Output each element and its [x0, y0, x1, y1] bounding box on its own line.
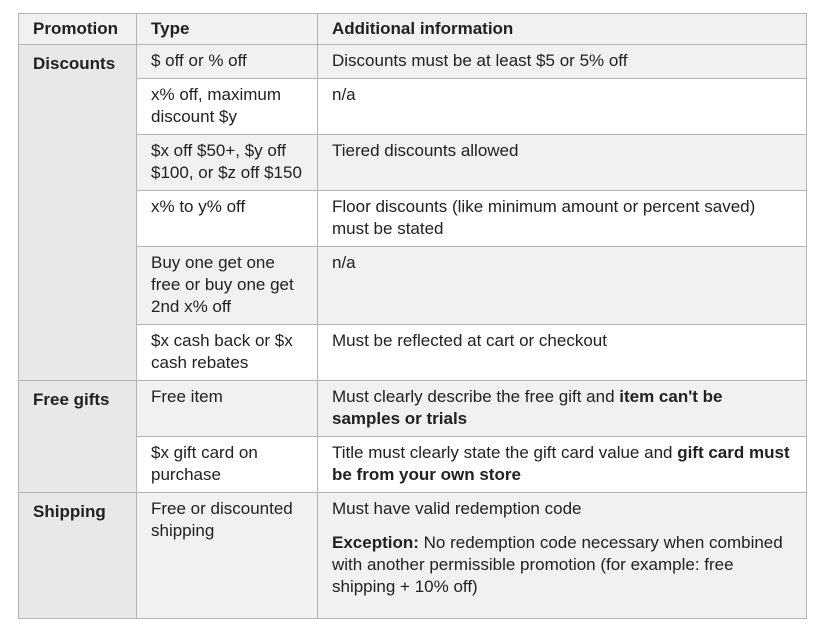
info-text: Must have valid redemption code [332, 499, 582, 518]
info-cell: Floor discounts (like minimum amount or percent saved) must be stated [318, 191, 807, 247]
info-cell: Discounts must be at least $5 or 5% off [318, 45, 807, 79]
type-cell: Free item [137, 381, 318, 437]
table-row [19, 135, 807, 191]
table-row [19, 247, 807, 325]
info-cell: Tiered discounts allowed [318, 135, 807, 191]
exception-label: Exception: [332, 533, 419, 552]
info-cell [318, 381, 807, 437]
header-promotion: Promotion [19, 14, 137, 45]
type-cell: x% to y% off [137, 191, 318, 247]
info-cell: n/a [318, 79, 807, 135]
exception-text: No redemption code necessary when combined with another permissible promotion (for example: free shipping + 10% off) [332, 533, 783, 596]
info-cell [318, 437, 807, 493]
info-emphasis: item can't be samples or trials [332, 387, 723, 428]
table-row [19, 381, 807, 437]
info-cell: Must be reflected at cart or checkout [318, 325, 807, 381]
table-row [19, 45, 807, 79]
info-text: Title must clearly state the gift card value and [332, 443, 678, 462]
type-cell: $x cash back or $x cash rebates [137, 325, 318, 381]
info-emphasis: gift card must be from your own store [332, 443, 790, 484]
type-cell: x% off, maximum discount $y [137, 79, 318, 135]
table-row [19, 493, 807, 619]
table-row [19, 437, 807, 493]
category-discounts: Discounts [19, 45, 137, 381]
promotions-table [18, 13, 807, 619]
type-cell: $x gift card on purchase [137, 437, 318, 493]
header-additional-information: Additional information [318, 14, 807, 45]
type-cell: $x off $50+, $y off $100, or $z off $150 [137, 135, 318, 191]
type-cell: Buy one get one free or buy one get 2nd x% off [137, 247, 318, 325]
info-cell: n/a [318, 247, 807, 325]
table-row [19, 79, 807, 135]
info-text: Must clearly describe the free gift and [332, 387, 620, 406]
table-row [19, 191, 807, 247]
exception-note [332, 532, 792, 598]
category-shipping: Shipping [19, 493, 137, 619]
info-cell [318, 493, 807, 619]
table-row [19, 325, 807, 381]
header-row [19, 14, 807, 45]
category-free-gifts: Free gifts [19, 381, 137, 493]
type-cell: Free or discounted shipping [137, 493, 318, 619]
header-type: Type [137, 14, 318, 45]
type-cell: $ off or % off [137, 45, 318, 79]
